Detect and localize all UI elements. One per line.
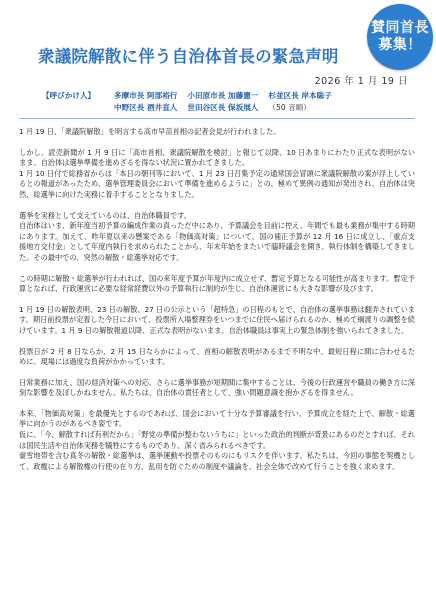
- paragraph: 自治体はいま、新年度当初予算の編成作業の真っただ中にあり、予算議会を目前に控え、年間でも最も業務が集中する時期にあります。加えて、昨年夏以来の懸案である「物価高対策」について、国の補正予算が 12 月 16 日に成立し、「重点支援地方交付金」として年度内執行を求められたことから、年末年始をまたいで臨時議会を開き、執行体制を構築してきました。その最中での、突然の解散・総選挙対応です。: [19, 221, 415, 262]
- callers-order-note: （50 音順）: [268, 103, 311, 112]
- paragraph: 本来、「物価高対策」を最優先とするのであれば、国会において十分な予算審議を行い、予算成立を経た上で、解散・総選挙に向かうのがあるべき姿です。: [19, 408, 415, 429]
- supporter-recruit-badge: [367, 4, 433, 70]
- badge-line2: 募集！: [378, 37, 422, 53]
- paragraph: 1 月 19 日の解散表明、23 日の解散、27 日の公示という「超特急」の日程のもとで、自治体の選挙事務は翻弄されています。期日前投票が定着した今日において、投票所入場整理券をいつまでに住民へ届けられるのか、極めて綱渡りの調整を続けています。1 月 9 日の解散報道以降、正式な表明がないまま、自治体職員は事実上の緊急体制を強いられてきました。: [19, 304, 415, 335]
- header-divider: [19, 118, 415, 119]
- paragraph: 日常業務に加え、国の経済対策への対応、さらに選挙事務が短期間に集中することは、今後の行政運営や職員の働き方に深刻な影響を及ぼしかねません。私たちは、自治体の責任者として、強い問題意識を抱かざるを得ません。: [19, 377, 415, 398]
- statement-body: [19, 127, 415, 472]
- paragraph: 豪雪地帯を含む真冬の解散・総選挙は、選挙運動や投票そのものにもリスクを伴います。私たちは、今回の事態を契機として、政権による解散権の行使の在り方、乱用を防ぐための制度や議論を、社会全体で改めて行うことを強く求めます。: [19, 451, 415, 471]
- paragraph: しかし、読売新聞が 1 月 9 日に「高市首相、衆議院解散を検討」と報じて以降、10 日あまりにわたり正式な表明がないまま、自治体は選挙準備を進めざるを得ない状況に置かれてきました。: [19, 147, 415, 168]
- paragraph: この時期に解散・総選挙が行われれば、国の来年度予算が年度内に成立せず、暫定予算となる可能性が高まります。暫定予算となれば、行政運営に必要な経常経費以外の予算執行に制約が生じ、自治体運営にも大きな影響が及びます。: [19, 273, 415, 294]
- callers-heading-spacer: [42, 102, 114, 114]
- caller-name: 世田谷区長 保坂展人: [187, 103, 259, 112]
- page-title: 衆議院解散に伴う自治体首長の緊急声明: [38, 47, 339, 66]
- callers-block: [42, 90, 416, 114]
- paragraph: 仮に、「今、解散すれば有利だから」「野党の準備が整わないうちに」といった政治的判断が背景にあるのだとすれば、それは国民生活や自治体実務を犠牲にするものであり、深く省みられるべきです。: [19, 430, 415, 450]
- paragraph: 投票日が 2 月 8 日ならか、2 月 15 日ならかによって、首相の解散表明があるまで不明な中、最短日程に間に合わせるために、現場には過度な負荷がかかっています。: [19, 346, 415, 367]
- callers-row-2: [42, 102, 416, 114]
- paragraph: 1 月 10 日付で総務省からは「本日の朝刊等において、1 月 23 日召集予定の通常国会冒頭に衆議院解散の案が浮上しているとの報道があったため、選挙管理委員会において準備を進めるように」との、極めて異例の通知が発出され、自治体は突然、総選挙に向けた実務に着手することとなりました。: [19, 168, 415, 199]
- badge-line1: 賛同首長: [371, 20, 429, 36]
- paragraph: 選挙を実務として支えているのは、自治体職員です。: [19, 210, 191, 220]
- paragraph: 1 月 19 日、「衆議院解散」を明言する高市早苗首相の記者会見が行われました。: [19, 127, 281, 136]
- caller-name: 杉並区長 岸本聡子: [268, 91, 332, 100]
- caller-name: 中野区長 酒井直人: [114, 103, 178, 112]
- statement-date: 2026 年 1 月 19 日: [314, 76, 408, 87]
- caller-name: 小田原市長 加藤憲一: [187, 91, 259, 100]
- callers-heading: 【呼びかけ人】: [42, 91, 96, 100]
- caller-name: 多摩市長 阿部裕行: [114, 91, 178, 100]
- callers-row-1: [42, 90, 416, 102]
